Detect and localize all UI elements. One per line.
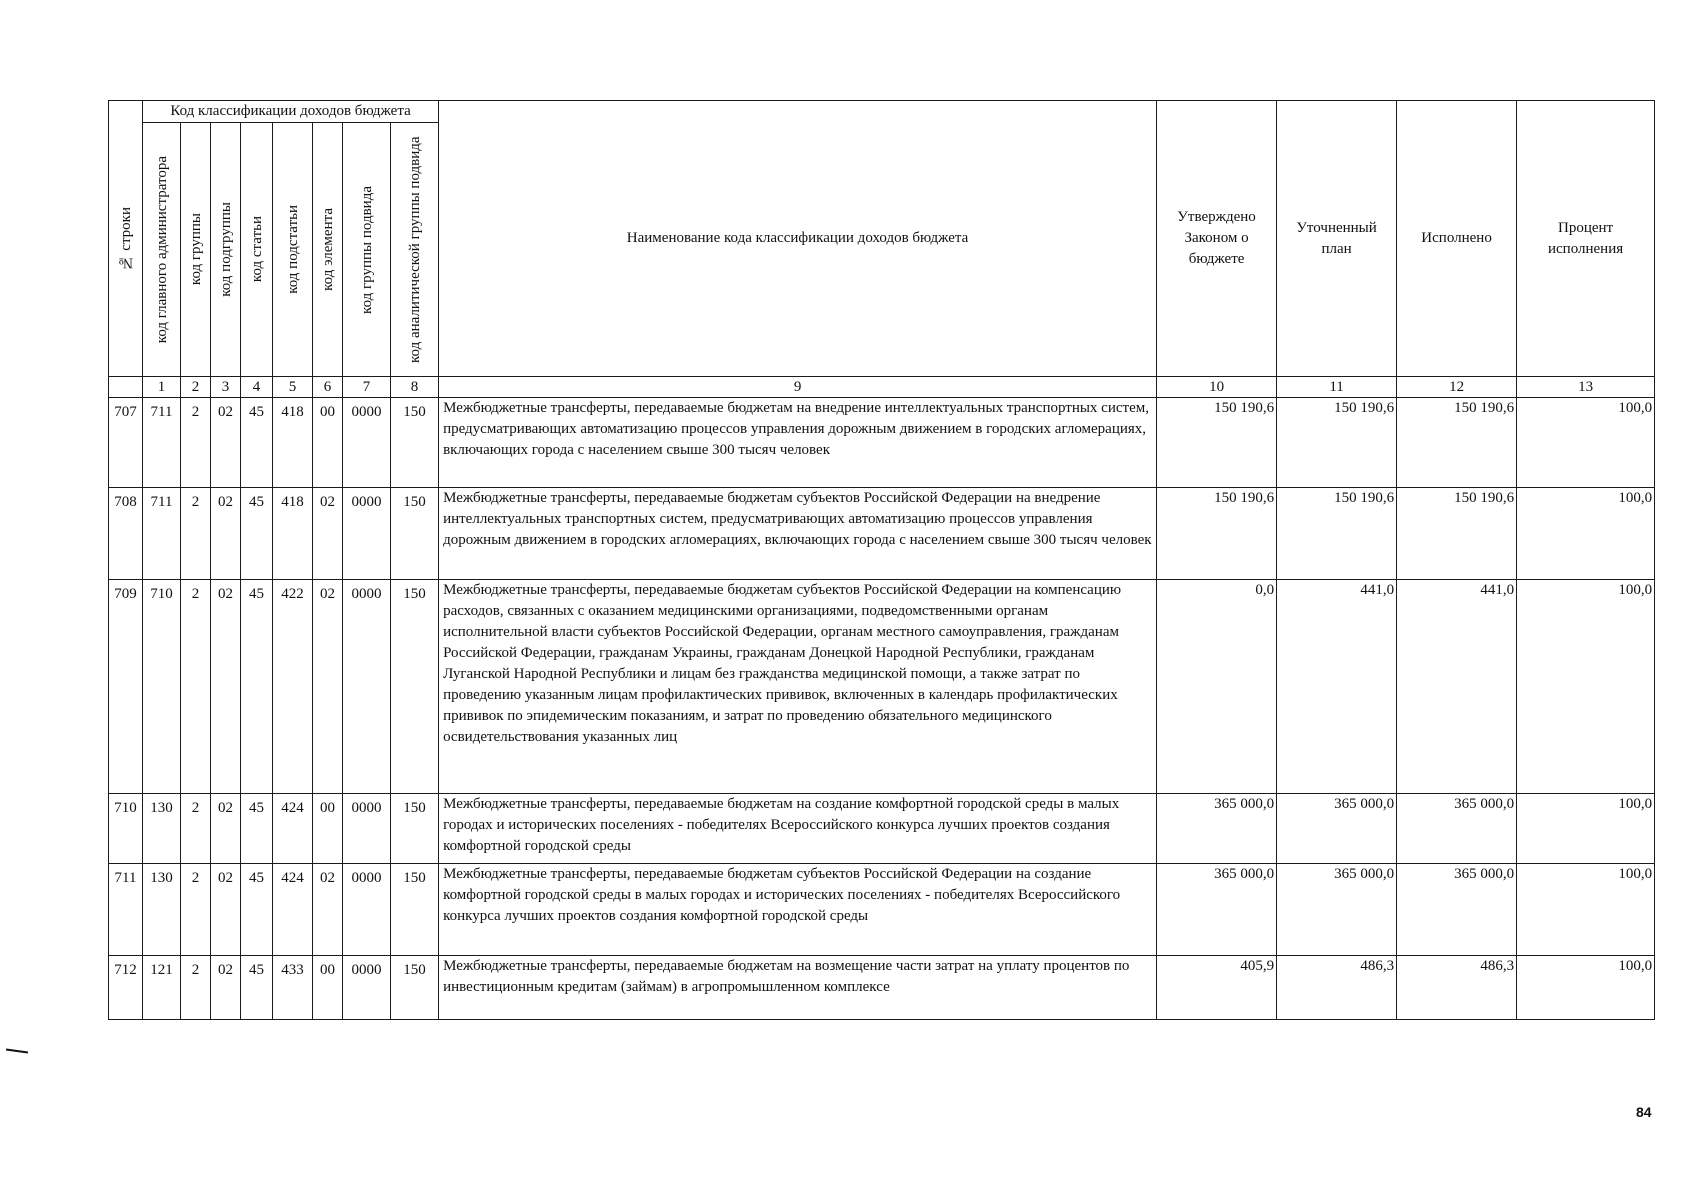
cell-percent: 100,0 [1517, 580, 1655, 794]
header-approved [1157, 101, 1277, 377]
cell-element-code: 00 [313, 794, 343, 864]
cell-subtype-group-code: 0000 [343, 398, 391, 488]
row-number: 708 [109, 488, 143, 580]
header-percent [1517, 101, 1655, 377]
header-subtype-group-code [343, 123, 391, 377]
cell-group-code: 2 [181, 956, 211, 1020]
cell-refined-plan: 486,3 [1277, 956, 1397, 1020]
header-row-no-label: № строки [117, 206, 134, 271]
budget-revenue-table-page [108, 100, 1654, 1020]
cell-executed: 486,3 [1397, 956, 1517, 1020]
cell-group-code: 2 [181, 794, 211, 864]
cell-executed: 150 190,6 [1397, 488, 1517, 580]
header-name [439, 101, 1157, 377]
cell-percent: 100,0 [1517, 398, 1655, 488]
column-number-blank [109, 377, 143, 398]
header-group-code-label: код группы [187, 213, 204, 286]
cell-executed: 365 000,0 [1397, 864, 1517, 956]
header-row-no [109, 101, 143, 377]
cell-name: Межбюджетные трансферты, передаваемые бюджетам субъектов Российской Федерации на создание комфортной городской среды в малых городах и исторических поселениях - победителях Всероссийского конкурса лучших проектов создания комфортной городской среды [439, 864, 1157, 956]
header-admin-code-label: код главного администратора [153, 155, 170, 344]
margin-mark [6, 1048, 28, 1053]
cell-approved: 150 190,6 [1157, 488, 1277, 580]
cell-article-code: 45 [241, 956, 273, 1020]
header-subgroup-code-label: код подгруппы [217, 202, 234, 297]
cell-subtype-group-code: 0000 [343, 864, 391, 956]
cell-percent: 100,0 [1517, 864, 1655, 956]
header-analytic-group-code-label: код аналитической группы подвида [406, 136, 423, 363]
cell-article-code: 45 [241, 864, 273, 956]
header-subtype-group-code-label: код группы подвида [358, 185, 375, 314]
cell-admin-code: 711 [143, 488, 181, 580]
table-row [109, 398, 1655, 488]
header-percent-label: Процент исполнения [1547, 219, 1624, 257]
cell-subarticle-code: 418 [273, 398, 313, 488]
cell-subgroup-code: 02 [211, 794, 241, 864]
cell-subarticle-code: 433 [273, 956, 313, 1020]
column-number: 11 [1277, 377, 1397, 398]
cell-name: Межбюджетные трансферты, передаваемые бюджетам на возмещение части затрат на уплату процентов по инвестиционным кредитам (займам) в агропромышленном комплексе [439, 956, 1157, 1020]
cell-subarticle-code: 424 [273, 794, 313, 864]
cell-subgroup-code: 02 [211, 956, 241, 1020]
cell-admin-code: 711 [143, 398, 181, 488]
cell-percent: 100,0 [1517, 794, 1655, 864]
table-row [109, 580, 1655, 794]
column-number-row [109, 377, 1655, 398]
cell-subtype-group-code: 0000 [343, 956, 391, 1020]
header-name-label: Наименование кода классификации доходов бюджета [626, 230, 969, 246]
header-element-code [313, 123, 343, 377]
page-number: 84 [1636, 1104, 1652, 1120]
cell-article-code: 45 [241, 488, 273, 580]
cell-subgroup-code: 02 [211, 864, 241, 956]
cell-approved: 405,9 [1157, 956, 1277, 1020]
column-number: 12 [1397, 377, 1517, 398]
cell-name: Межбюджетные трансферты, передаваемые бюджетам субъектов Российской Федерации на внедрение интеллектуальных транспортных систем, предусматривающих автоматизацию процессов управления дорожным движением в городских агломерациях, включающих города с населением свыше 300 тысяч человек [439, 488, 1157, 580]
cell-element-code: 02 [313, 580, 343, 794]
cell-executed: 365 000,0 [1397, 794, 1517, 864]
cell-refined-plan: 150 190,6 [1277, 398, 1397, 488]
cell-admin-code: 130 [143, 864, 181, 956]
header-refined-plan [1277, 101, 1397, 377]
column-number: 6 [313, 377, 343, 398]
column-number: 10 [1157, 377, 1277, 398]
column-number: 3 [211, 377, 241, 398]
header-article-code-label: код статьи [248, 216, 265, 283]
cell-analytic-group-code: 150 [391, 864, 439, 956]
cell-subtype-group-code: 0000 [343, 488, 391, 580]
column-number: 5 [273, 377, 313, 398]
cell-admin-code: 130 [143, 794, 181, 864]
cell-analytic-group-code: 150 [391, 488, 439, 580]
column-number: 13 [1517, 377, 1655, 398]
row-number: 712 [109, 956, 143, 1020]
cell-element-code: 00 [313, 398, 343, 488]
cell-refined-plan: 365 000,0 [1277, 794, 1397, 864]
column-number: 2 [181, 377, 211, 398]
header-analytic-group-code [391, 123, 439, 377]
row-number: 710 [109, 794, 143, 864]
table-row [109, 864, 1655, 956]
header-subarticle-code-label: код подстатьи [284, 205, 301, 294]
table-row [109, 488, 1655, 580]
cell-element-code: 02 [313, 488, 343, 580]
cell-article-code: 45 [241, 398, 273, 488]
cell-name: Межбюджетные трансферты, передаваемые бюджетам на создание комфортной городской среды в малых городах и исторических поселениях - победителях Всероссийского конкурса лучших проектов создания комфортной городской среды [439, 794, 1157, 864]
cell-refined-plan: 441,0 [1277, 580, 1397, 794]
cell-name: Межбюджетные трансферты, передаваемые бюджетам на внедрение интеллектуальных транспортных систем, предусматривающих автоматизацию процессов управления дорожным движением в городских агломерациях, включающих города с населением свыше 300 тысяч человек [439, 398, 1157, 488]
header-group-code [181, 123, 211, 377]
cell-subtype-group-code: 0000 [343, 580, 391, 794]
cell-name: Межбюджетные трансферты, передаваемые бюджетам субъектов Российской Федерации на компенсацию расходов, связанных с оказанием медицинскими организациями, подведомственными органам исполнительной власти субъектов Российской Федерации, органам местного самоуправления, гражданам Российской Федерации, гражданам Украины, гражданам Донецкой Народной Республики, гражданам Луганской Народной Республики и лицам без гражданства медицинской помощи, а также затрат по проведению указанным лицам профилактических прививок, включенных в календарь профилактических прививок по эпидемическим показаниям, и затрат по проведению обязательного медицинского освидетельствования указанных лиц [439, 580, 1157, 794]
cell-approved: 150 190,6 [1157, 398, 1277, 488]
cell-analytic-group-code: 150 [391, 580, 439, 794]
revenue-classification-table [108, 100, 1655, 1020]
cell-admin-code: 710 [143, 580, 181, 794]
cell-group-code: 2 [181, 580, 211, 794]
cell-article-code: 45 [241, 794, 273, 864]
cell-subarticle-code: 418 [273, 488, 313, 580]
header-classification-group-label: Код классификации доходов бюджета [170, 103, 411, 119]
header-subarticle-code [273, 123, 313, 377]
cell-subtype-group-code: 0000 [343, 794, 391, 864]
cell-refined-plan: 150 190,6 [1277, 488, 1397, 580]
cell-approved: 365 000,0 [1157, 794, 1277, 864]
cell-percent: 100,0 [1517, 956, 1655, 1020]
column-number: 1 [143, 377, 181, 398]
column-number: 7 [343, 377, 391, 398]
cell-element-code: 00 [313, 956, 343, 1020]
header-classification-group [143, 101, 439, 123]
header-element-code-label: код элемента [319, 208, 336, 291]
header-executed [1397, 101, 1517, 377]
cell-subarticle-code: 422 [273, 580, 313, 794]
header-subgroup-code [211, 123, 241, 377]
table-row [109, 956, 1655, 1020]
row-number: 711 [109, 864, 143, 956]
header-refined-plan-label: Уточненный план [1296, 219, 1377, 257]
row-number: 709 [109, 580, 143, 794]
cell-executed: 441,0 [1397, 580, 1517, 794]
column-number: 8 [391, 377, 439, 398]
cell-article-code: 45 [241, 580, 273, 794]
cell-subgroup-code: 02 [211, 398, 241, 488]
column-number: 4 [241, 377, 273, 398]
cell-group-code: 2 [181, 864, 211, 956]
cell-executed: 150 190,6 [1397, 398, 1517, 488]
header-admin-code [143, 123, 181, 377]
cell-admin-code: 121 [143, 956, 181, 1020]
column-number: 9 [439, 377, 1157, 398]
cell-group-code: 2 [181, 398, 211, 488]
cell-percent: 100,0 [1517, 488, 1655, 580]
cell-analytic-group-code: 150 [391, 398, 439, 488]
cell-refined-plan: 365 000,0 [1277, 864, 1397, 956]
header-approved-label: Утверждено Законом о бюджете [1177, 209, 1256, 267]
cell-analytic-group-code: 150 [391, 794, 439, 864]
cell-subgroup-code: 02 [211, 488, 241, 580]
cell-approved: 0,0 [1157, 580, 1277, 794]
header-executed-label: Исполнено [1421, 230, 1492, 246]
cell-analytic-group-code: 150 [391, 956, 439, 1020]
cell-group-code: 2 [181, 488, 211, 580]
cell-element-code: 02 [313, 864, 343, 956]
row-number: 707 [109, 398, 143, 488]
cell-approved: 365 000,0 [1157, 864, 1277, 956]
table-row [109, 794, 1655, 864]
cell-subgroup-code: 02 [211, 580, 241, 794]
header-article-code [241, 123, 273, 377]
cell-subarticle-code: 424 [273, 864, 313, 956]
